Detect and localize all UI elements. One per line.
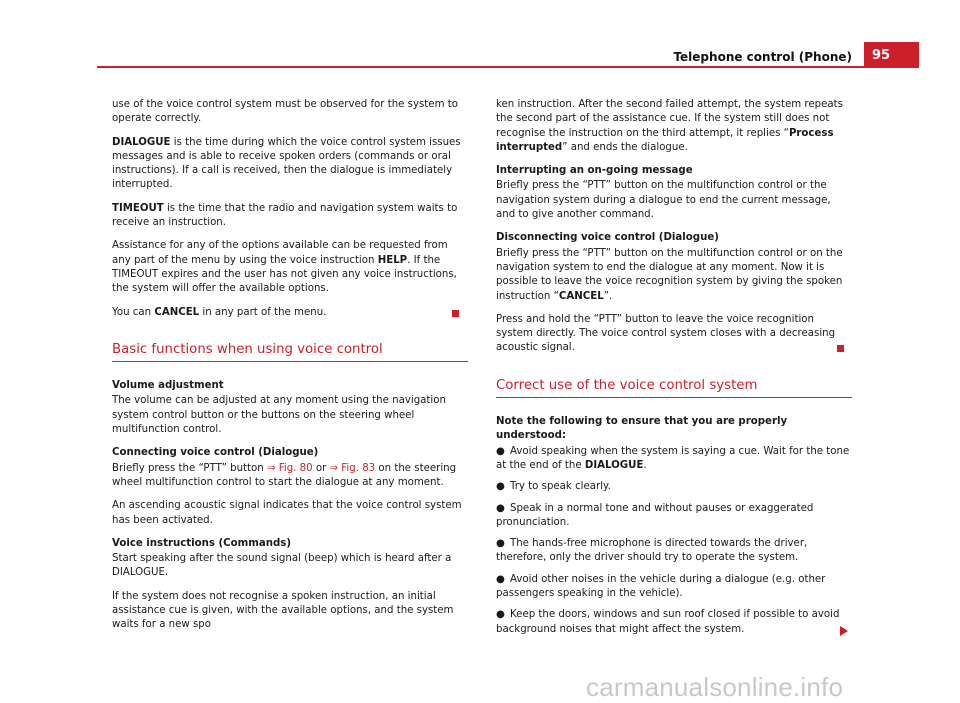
subheading-volume: Volume adjustment — [112, 380, 224, 392]
list-item: ● Avoid speaking when the system is saying a cue. Wait for the tone at the end of the DIALOGUE. — [496, 445, 850, 471]
figure-link-80[interactable]: ⇒ Fig. 80 — [266, 462, 313, 474]
list-item: ● Avoid other noises in the vehicle during a dialogue (e.g. other passengers speaking in the vehicle). — [496, 573, 826, 600]
page-number-badge: 95 — [864, 42, 919, 68]
paragraph-connecting: Briefly press the “PTT” button ⇒ Fig. 80 or ⇒ Fig. 83 on the steering wheel multifunction control to start the dialogue at any moment. — [112, 462, 457, 488]
watermark: carmanualsonline.info — [586, 672, 844, 702]
paragraph-cancel: You can CANCEL in any part of the menu. — [112, 306, 467, 320]
end-of-section-icon — [837, 345, 844, 352]
paragraph-timeout: TIMEOUT is the time that the radio and navigation system waits to receive an instruction. — [112, 202, 458, 229]
paragraph-voice-instructions: Start speaking after the sound signal (beep) which is heard after a DIALOGUE. — [112, 553, 452, 579]
paragraph-disconnecting: Briefly press the “PTT” button on the multifunction control or on the navigation system to end the dialogue at any moment. Now it is possible to leave the voice recognition system by giving the spoken instruction “CANCEL”. — [496, 247, 843, 302]
left-column — [112, 98, 467, 642]
paragraph-dialogue: DIALOGUE is the time during which the voice control system issues messages and is able to receive spoken orders (commands or oral instructions). If a call is received, then the dialogue is immediately interrupted. — [112, 136, 461, 191]
section-title-correct-use: Correct use of the voice control system — [496, 379, 852, 398]
paragraph-volume: The volume can be adjusted at any moment using the navigation system control button or the buttons on the steering wheel multifunction control. — [112, 395, 446, 436]
subheading-voice-instructions: Voice instructions (Commands) — [112, 537, 292, 549]
list-item: ● Keep the doors, windows and sun roof closed if possible to avoid background noises that might affect the system. — [496, 608, 852, 637]
page-header-title: Telephone control (Phone) — [673, 50, 852, 64]
right-column — [496, 98, 852, 644]
header-rule — [97, 66, 919, 68]
bullet-icon: ● — [496, 538, 505, 550]
subheading-interrupting: Interrupting an on-going message — [496, 165, 693, 177]
list-item: ● The hands-free microphone is directed towards the driver, therefore, only the driver should try to operate the system. — [496, 538, 808, 564]
figure-link-83[interactable]: ⇒ Fig. 83 — [329, 462, 376, 474]
bullet-icon: ● — [496, 445, 505, 457]
paragraph-not-recognised: If the system does not recognise a spoken instruction, an initial assistance cue is given, with the available options, and the system waits for a new spo — [112, 590, 454, 631]
keyword: DIALOGUE — [112, 136, 171, 148]
subheading-disconnecting: Disconnecting voice control (Dialogue) — [496, 232, 719, 244]
paragraph-continuation: ken instruction. After the second failed attempt, the system repeats the second part of the assistance cue. If the system still does not recognise the instruction on the third attempt, it replies “Process interrupted” and ends the dialogue. — [496, 99, 843, 153]
continue-arrow-icon — [840, 626, 848, 636]
subheading-connecting: Connecting voice control (Dialogue) — [112, 447, 319, 459]
section-title-basic-functions: Basic functions when using voice control — [112, 343, 468, 362]
end-of-section-icon — [452, 310, 459, 317]
list-item: ● Speak in a normal tone and without pauses or exaggerated pronunciation. — [496, 502, 814, 528]
keyword: Process interrupted — [496, 127, 834, 153]
paragraph-ascending-signal: An ascending acoustic signal indicates that the voice control system has been activated. — [112, 500, 462, 526]
keyword: DIALOGUE — [584, 459, 644, 471]
keyword: CANCEL — [154, 306, 200, 318]
keyword: TIMEOUT — [112, 202, 164, 214]
keyword: HELP — [377, 254, 408, 266]
list-item: ● Try to speak clearly. — [496, 480, 852, 494]
paragraph-interrupting: Briefly press the “PTT” button on the multifunction control or the navigation system during a dialogue to end the current message, and to give another command. — [496, 180, 831, 221]
paragraph: use of the voice control system must be observed for the system to operate correctly. — [112, 99, 458, 125]
bullet-icon: ● — [496, 502, 505, 514]
bullet-icon: ● — [496, 609, 505, 621]
paragraph-assistance: Assistance for any of the options available can be requested from any part of the menu by using the voice instruction HELP. If the TIMEOUT expires and the user has not given any voice instructions, the system will offer the available options. — [112, 240, 457, 295]
subheading-note: Note the following to ensure that you are properly understood: — [496, 416, 788, 442]
paragraph-press-hold: Press and hold the “PTT” button to leave the voice recognition system directly. The voice control system closes with a decreasing acoustic signal. — [496, 313, 852, 356]
keyword: CANCEL — [558, 290, 604, 302]
bullet-icon: ● — [496, 481, 505, 493]
bullet-icon: ● — [496, 573, 505, 585]
